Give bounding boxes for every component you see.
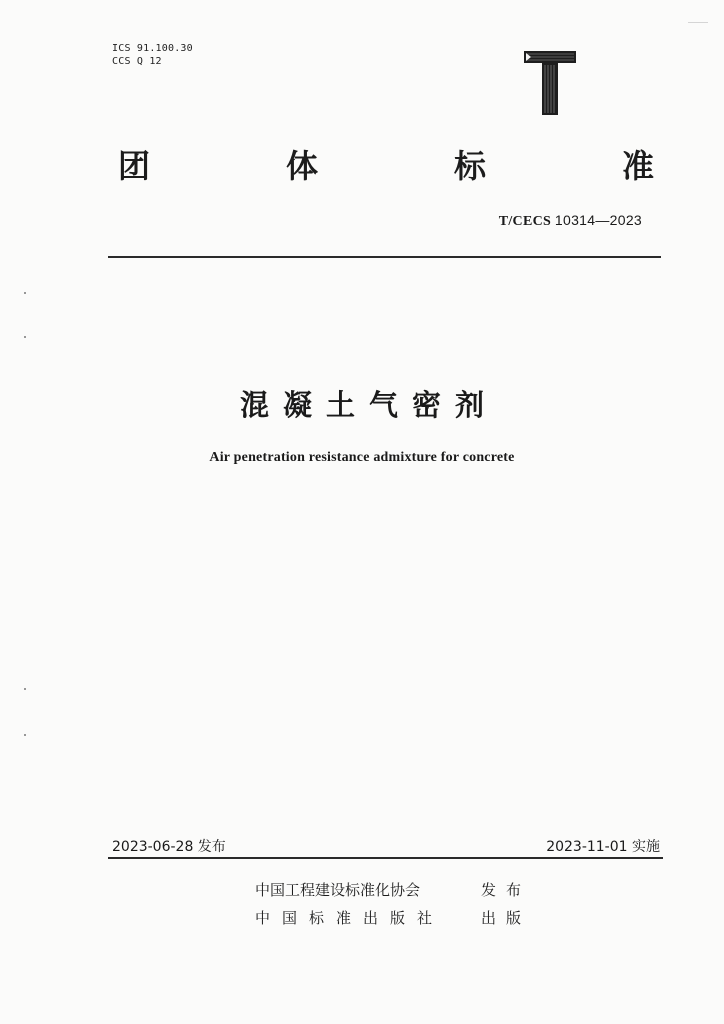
scan-mark [24, 336, 26, 338]
category-char: 团 [118, 147, 151, 185]
scan-mark [24, 734, 26, 736]
implementation-date: 2023-11-01 实施 [546, 839, 660, 855]
document-title-chinese: 混凝土气密剂 [239, 388, 498, 422]
scan-mark [688, 22, 708, 23]
standard-number-prefix: T/CECS [498, 214, 552, 229]
issuing-action: 发布 [481, 881, 532, 899]
standard-number-value: 10314—2023 [554, 212, 642, 228]
footer-divider [108, 857, 663, 859]
ccs-code: CCS Q 12 [112, 56, 162, 67]
classification-codes [112, 42, 193, 68]
standard-type-logo [522, 49, 578, 117]
standard-category-heading [118, 146, 654, 186]
publisher-row [255, 879, 555, 900]
issue-date: 2023-06-28 发布 [112, 839, 226, 855]
scan-mark [24, 292, 26, 294]
publisher-row [255, 907, 555, 928]
category-char: 准 [621, 147, 654, 185]
document-title-english: Air penetration resistance admixture for concrete [209, 450, 515, 465]
category-char: 体 [285, 147, 318, 185]
issuing-organization: 中国工程建设标准化协会 [255, 881, 421, 899]
publishing-action: 出版 [481, 909, 532, 927]
publishing-house: 中国标准出版社 [255, 909, 445, 927]
scan-mark [24, 688, 26, 690]
header-divider [108, 256, 661, 258]
category-char: 标 [453, 147, 486, 185]
ics-code: ICS 91.100.30 [112, 43, 193, 54]
standard-number [499, 212, 642, 230]
